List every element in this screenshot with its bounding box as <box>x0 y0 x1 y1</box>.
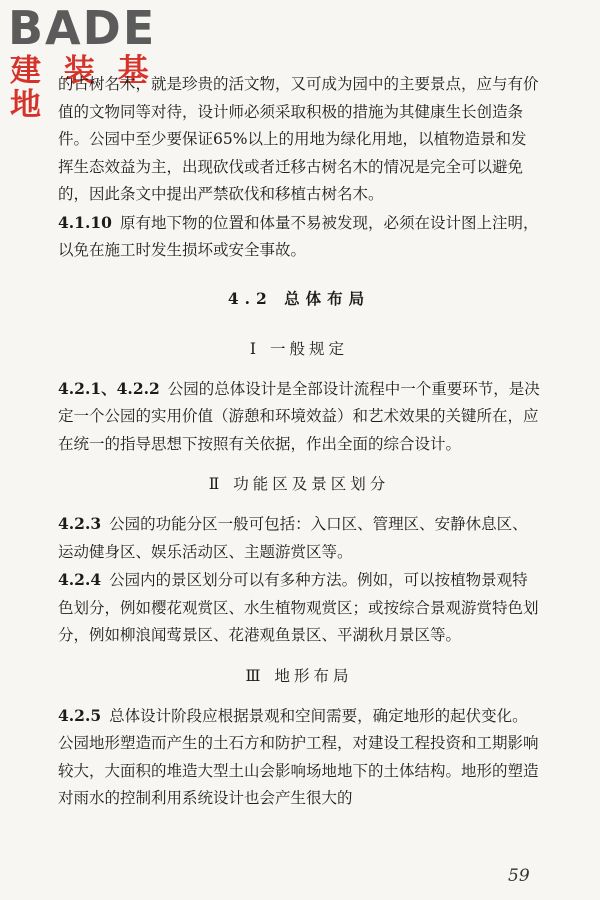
paragraph-old-trees: 的古树名木，就是珍贵的活文物，又可成为园中的主要景点，应与有价值的文物同等对待，设计师必须采取积极的措施为其健康生长创造条件。公园中至少要保证65%以上的用地为绿化用地，以植物造景和发挥生态效益为主，出现砍伐或者迁移古树名木的情况是完全可以避免的，因此条文中提出严禁砍伐和移植古树名木。 <box>58 75 539 203</box>
clause-4-2-3 <box>58 510 540 566</box>
subsection-number: Ⅱ <box>208 475 220 493</box>
clause-number: 4.2.4 <box>58 570 102 589</box>
page-number: 59 <box>508 866 530 886</box>
subsection-number: Ⅰ <box>249 339 257 358</box>
clause-number: 4.2.5 <box>58 705 102 725</box>
subsection-zones <box>58 470 540 498</box>
clause-4-2-1 <box>58 375 540 459</box>
clause-text: 公园的总体设计是全部设计流程中一个重要环节，是决定一个公园的实用价值（游憩和环境效益）和艺术效果的关键所在，应在统一的指导思想下按照有关依据，作出全面的综合设计。 <box>58 379 540 453</box>
subsection-number: Ⅲ <box>245 666 261 685</box>
clause-4-2-4 <box>58 566 540 650</box>
clause-text: 公园的功能分区一般可包括：入口区、管理区、安静休息区、运动健身区、娱乐活动区、主题游赏区等。 <box>58 515 528 561</box>
clause-text: 原有地下物的位置和体量不易被发现，必须在设计图上注明，以免在施工时发生损坏或安全事故。 <box>58 213 539 259</box>
page-content <box>58 71 540 813</box>
clause-number: 4.1.10 <box>58 212 112 232</box>
subsection-label: 一般规定 <box>270 339 349 358</box>
clause-text: 总体设计阶段应根据景观和空间需要，确定地形的起伏变化。公园地形塑造而产生的土石方和防护工程，对建设工程投资和工期影响较大，大面积的堆造大型土山会影响场地地下的土体结构。地形的塑造对雨水的控制利用系统设计也会产生很大的 <box>58 706 539 807</box>
subsection-label: 地形布局 <box>274 666 353 685</box>
subsection-general <box>58 335 540 363</box>
logo-wordmark: BADE <box>8 1 157 55</box>
logo-chinese: 建 装 基 地 <box>10 53 155 123</box>
clause-number: 4.2.3 <box>58 514 102 533</box>
clause-number: 4.2.1、4.2.2 <box>58 378 160 398</box>
section-title: 4.2 总体布局 <box>227 288 371 308</box>
subsection-terrain <box>58 662 540 690</box>
clause-4-1-10 <box>58 209 540 265</box>
clause-text: 公园内的景区划分可以有多种方法。例如，可以按植物景观特色划分，例如樱花观赏区、水生植物观赏区；或按综合景观游赏特色划分，例如柳浪闻莺景区、花港观鱼景区、平湖秋月景区等。 <box>58 571 539 644</box>
clause-4-2-5 <box>58 702 540 813</box>
subsection-label: 功能区及景区划分 <box>233 475 390 493</box>
